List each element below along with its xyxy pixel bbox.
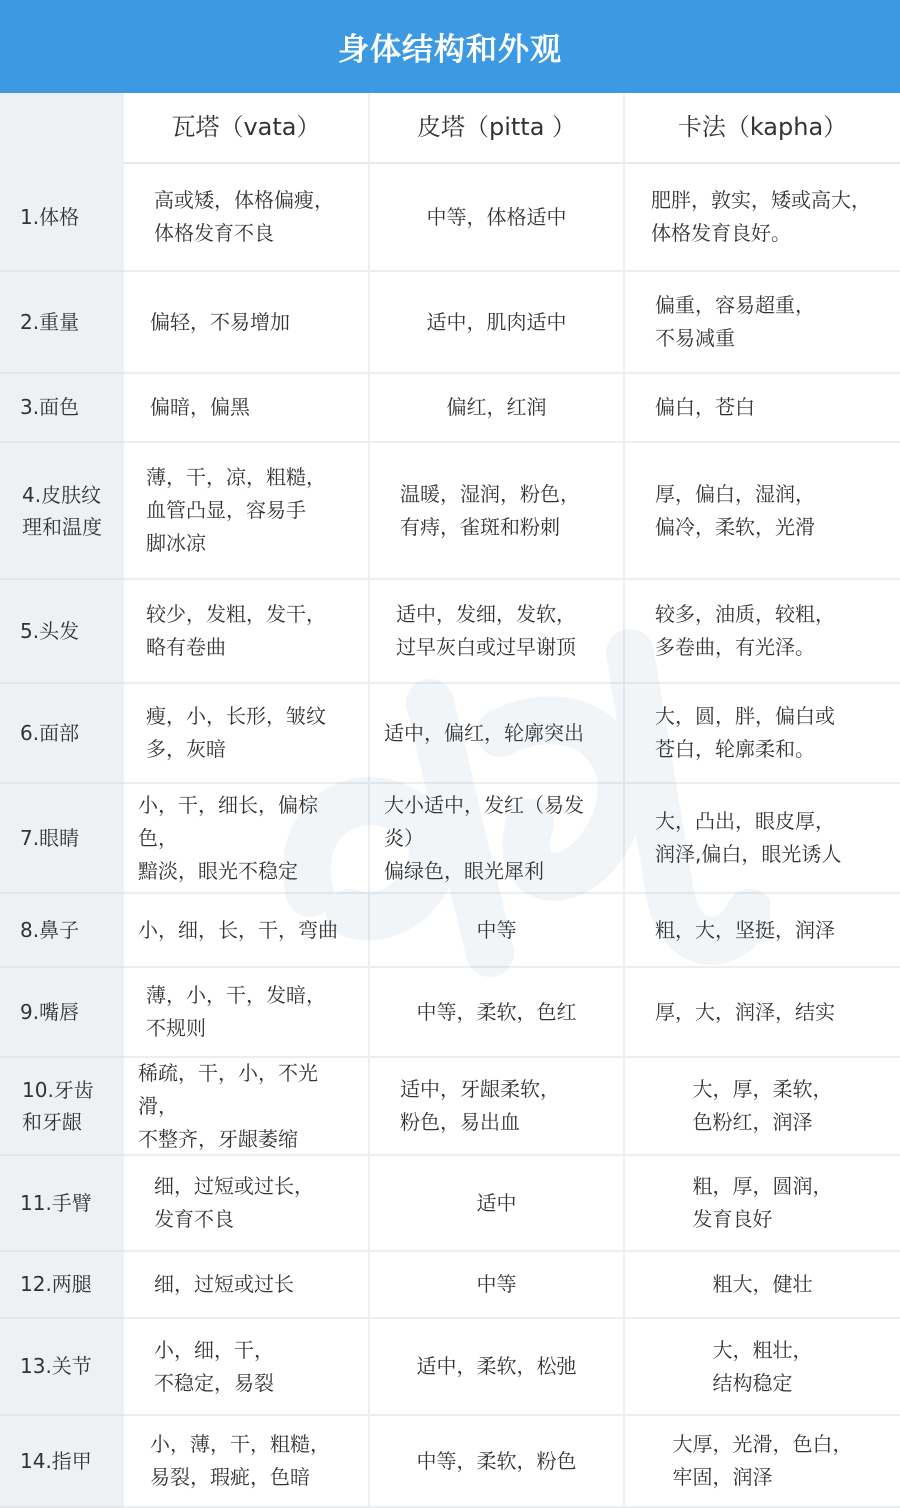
vata-cell: 小，干，细长，偏棕色， 黯淡，眼光不稳定 [124, 784, 370, 894]
vata-cell: 较少，发粗，发干， 略有卷曲 [124, 580, 370, 684]
vata-cell: 小，细，干， 不稳定，易裂 [124, 1319, 370, 1416]
row-label: 8.鼻子 [0, 894, 124, 968]
pitta-cell: 适中 [370, 1156, 625, 1252]
kapha-cell: 偏白，苍白 [625, 374, 900, 443]
kapha-cell: 大厚，光滑，色白， 牢固，润泽 [625, 1416, 900, 1508]
pitta-cell: 大小适中，发红（易发炎） 偏绿色，眼光犀利 [370, 784, 625, 894]
kapha-cell: 厚，偏白，湿润， 偏冷，柔软，光滑 [625, 443, 900, 580]
row-label: 9.嘴唇 [0, 968, 124, 1058]
pitta-cell: 适中，发细，发软， 过早灰白或过早谢顶 [370, 580, 625, 684]
kapha-cell: 大，圆，胖，偏白或 苍白，轮廓柔和。 [625, 684, 900, 784]
pitta-cell: 中等，柔软，粉色 [370, 1416, 625, 1508]
kapha-cell: 厚，大，润泽，结实 [625, 968, 900, 1058]
pitta-cell: 偏红，红润 [370, 374, 625, 443]
pitta-cell: 适中，柔软，松弛 [370, 1319, 625, 1416]
vata-cell: 偏暗，偏黑 [124, 374, 370, 443]
vata-cell: 瘦，小，长形，皱纹 多，灰暗 [124, 684, 370, 784]
vata-cell: 偏轻，不易增加 [124, 272, 370, 374]
column-header-pitta: 皮塔（pitta ） [370, 93, 625, 164]
vata-cell: 薄，小，干，发暗， 不规则 [124, 968, 370, 1058]
row-label: 13.关节 [0, 1319, 124, 1416]
row-label: 2.重量 [0, 272, 124, 374]
row-label: 14.指甲 [0, 1416, 124, 1508]
corner-cell [0, 93, 124, 164]
row-label: 3.面色 [0, 374, 124, 443]
kapha-cell: 粗大，健壮 [625, 1252, 900, 1319]
kapha-cell: 粗，大，坚挺，润泽 [625, 894, 900, 968]
vata-cell: 小，细，长，干，弯曲 [124, 894, 370, 968]
pitta-cell: 适中，牙龈柔软， 粉色，易出血 [370, 1058, 625, 1156]
comparison-table [0, 93, 900, 1508]
kapha-cell: 粗，厚，圆润， 发育良好 [625, 1156, 900, 1252]
kapha-cell: 大，粗壮， 结构稳定 [625, 1319, 900, 1416]
vata-cell: 细，过短或过长 [124, 1252, 370, 1319]
pitta-cell: 适中，肌肉适中 [370, 272, 625, 374]
pitta-cell: 中等 [370, 894, 625, 968]
pitta-cell: 温暖，湿润，粉色， 有痔，雀斑和粉刺 [370, 443, 625, 580]
pitta-cell: 中等，体格适中 [370, 164, 625, 272]
row-label: 5.头发 [0, 580, 124, 684]
column-header-kapha: 卡法（kapha） [625, 93, 900, 164]
pitta-cell: 中等 [370, 1252, 625, 1319]
kapha-cell: 大，厚，柔软， 色粉红，润泽 [625, 1058, 900, 1156]
pitta-cell: 中等，柔软，色红 [370, 968, 625, 1058]
row-label: 1.体格 [0, 164, 124, 272]
vata-cell: 细，过短或过长， 发育不良 [124, 1156, 370, 1252]
row-label: 7.眼睛 [0, 784, 124, 894]
kapha-cell: 偏重，容易超重， 不易减重 [625, 272, 900, 374]
kapha-cell: 大，凸出，眼皮厚， 润泽,偏白，眼光诱人 [625, 784, 900, 894]
column-header-vata: 瓦塔（vata） [124, 93, 370, 164]
row-label: 10.牙齿 和牙龈 [0, 1058, 124, 1156]
vata-cell: 小，薄，干，粗糙， 易裂，瑕疵，色暗 [124, 1416, 370, 1508]
kapha-cell: 较多，油质，较粗， 多卷曲，有光泽。 [625, 580, 900, 684]
vata-cell: 高或矮，体格偏瘦， 体格发育不良 [124, 164, 370, 272]
kapha-cell: 肥胖，敦实，矮或高大， 体格发育良好。 [625, 164, 900, 272]
row-label: 12.两腿 [0, 1252, 124, 1319]
vata-cell: 薄，干，凉，粗糙， 血管凸显，容易手 脚冰凉 [124, 443, 370, 580]
page-title: 身体结构和外观 [0, 0, 900, 93]
pitta-cell: 适中，偏红，轮廓突出 [370, 684, 625, 784]
row-label: 4.皮肤纹 理和温度 [0, 443, 124, 580]
vata-cell: 稀疏，干，小，不光滑， 不整齐，牙龈萎缩 [124, 1058, 370, 1156]
row-label: 11.手臂 [0, 1156, 124, 1252]
row-label: 6.面部 [0, 684, 124, 784]
